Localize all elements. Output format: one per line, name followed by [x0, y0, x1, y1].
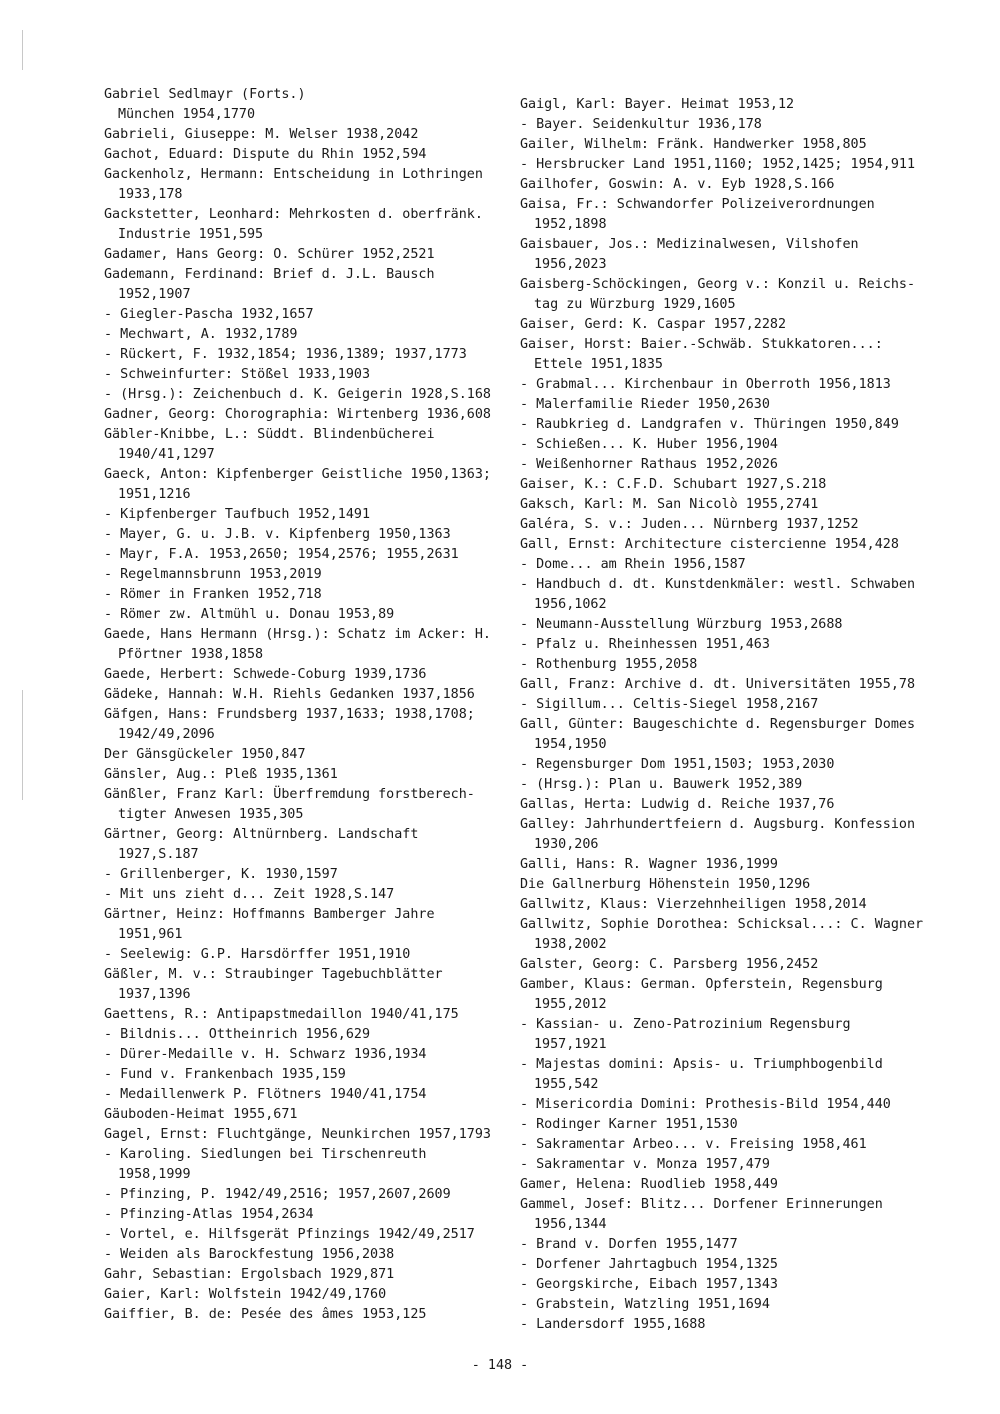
index-entry-line: - Dürer-Medaille v. H. Schwarz 1936,1934 — [104, 1047, 427, 1062]
index-entry-line: - Mayer, G. u. J.B. v. Kipfenberg 1950,1363 — [104, 527, 451, 542]
index-entry-line: Gaigl, Karl: Bayer. Heimat 1953,12 — [520, 97, 795, 112]
index-entry-line: Gärtner, Georg: Altnürnberg. Landschaft — [104, 827, 419, 842]
scan-mark-middle — [22, 690, 23, 800]
index-entry-line: - (Hrsg.): Zeichenbuch d. K. Geigerin 1928,S.168 — [104, 387, 491, 402]
index-entry-line: Gall, Günter: Baugeschichte d. Regensburger Domes — [520, 717, 916, 732]
index-entry-line: 1927,S.187 — [118, 847, 199, 862]
index-entry-line: Gagel, Ernst: Fluchtgänge, Neunkirchen 1957,1793 — [104, 1127, 491, 1142]
index-entry-line: - Pfinzing-Atlas 1954,2634 — [104, 1207, 314, 1222]
index-entry-line: 1952,1898 — [534, 217, 607, 232]
index-entry-line: Galéra, S. v.: Juden... Nürnberg 1937,1252 — [520, 517, 859, 532]
index-entry-line: - Römer zw. Altmühl u. Donau 1953,89 — [104, 607, 395, 622]
index-entry-line: - Kassian- u. Zeno-Patrozinium Regensburg — [520, 1017, 851, 1032]
index-entry-line: 1956,1062 — [534, 597, 607, 612]
index-entry-line: Gäßler, M. v.: Straubinger Tagebuchblätter — [104, 967, 443, 982]
index-entry-line: Galster, Georg: C. Parsberg 1956,2452 — [520, 957, 819, 972]
index-entry-line: Gallwitz, Klaus: Vierzehnheiligen 1958,2014 — [520, 897, 867, 912]
right-column — [520, 95, 924, 1335]
index-entry-line: - Schießen... K. Huber 1956,1904 — [520, 437, 778, 452]
index-entry-line: Gallas, Herta: Ludwig d. Reiche 1937,76 — [520, 797, 835, 812]
index-entry-line: Gailer, Wilhelm: Fränk. Handwerker 1958,805 — [520, 137, 867, 152]
index-entry-line: 1937,1396 — [118, 987, 191, 1002]
index-entry-line: Gailhofer, Goswin: A. v. Eyb 1928,S.166 — [520, 177, 835, 192]
index-entry-line: - Vortel, e. Hilfsgerät Pfinzings 1942/49,2517 — [104, 1227, 475, 1242]
index-entry-line: - Bildnis... Ottheinrich 1956,629 — [104, 1027, 371, 1042]
index-entry-line: Galley: Jahrhundertfeiern d. Augsburg. Konfession — [520, 817, 916, 832]
index-entry-line: Der Gänsgückeler 1950,847 — [104, 747, 306, 762]
index-entry-line: - Dorfener Jahrtagbuch 1954,1325 — [520, 1257, 778, 1272]
index-entry-line: Gammel, Josef: Blitz... Dorfener Erinnerungen — [520, 1197, 883, 1212]
index-entry-line: Gahr, Sebastian: Ergolsbach 1929,871 — [104, 1267, 395, 1282]
index-entry-line: - Rodinger Karner 1951,1530 — [520, 1117, 738, 1132]
index-entry-line: tigter Anwesen 1935,305 — [118, 807, 304, 822]
index-entry-line: - Mechwart, A. 1932,1789 — [104, 327, 298, 342]
index-entry-line: Gabriel Sedlmayr (Forts.) — [104, 87, 306, 102]
index-entry-line: tag zu Würzburg 1929,1605 — [534, 297, 736, 312]
index-entry-line: Gademann, Ferdinand: Brief d. J.L. Bausch — [104, 267, 435, 282]
index-entry-line: Gabrieli, Giuseppe: M. Welser 1938,2042 — [104, 127, 419, 142]
index-entry-line: - Weißenhorner Rathaus 1952,2026 — [520, 457, 778, 472]
index-entry-line: Ettele 1951,1835 — [534, 357, 663, 372]
index-entry-line: Gäuboden-Heimat 1955,671 — [104, 1107, 298, 1122]
index-entry-line: Gaiser, Gerd: K. Caspar 1957,2282 — [520, 317, 787, 332]
index-entry-line: - Schweinfurter: Stößel 1933,1903 — [104, 367, 371, 382]
index-entry-line: Gachot, Eduard: Dispute du Rhin 1952,594 — [104, 147, 427, 162]
index-entry-line: - Grillenberger, K. 1930,1597 — [104, 867, 338, 882]
index-entry-line: Gänßler, Franz Karl: Überfremdung forstberech- — [104, 787, 475, 802]
index-entry-line: Gaksch, Karl: M. San Nicolò 1955,2741 — [520, 497, 819, 512]
index-entry-line: Gaeck, Anton: Kipfenberger Geistliche 1950,1363; — [104, 467, 491, 482]
index-entry-line: - Sigillum... Celtis-Siegel 1958,2167 — [520, 697, 819, 712]
index-entry-line: Gaiser, Horst: Baier.-Schwäb. Stukkatoren...: — [520, 337, 883, 352]
index-entry-line: - Regensburger Dom 1951,1503; 1953,2030 — [520, 757, 835, 772]
index-entry-line: Gaisbauer, Jos.: Medizinalwesen, Vilshofen — [520, 237, 859, 252]
index-entry-line: - Pfalz u. Rheinhessen 1951,463 — [520, 637, 770, 652]
index-entry-line: Gackenholz, Hermann: Entscheidung in Lothringen — [104, 167, 483, 182]
index-entry-line: 1955,542 — [534, 1077, 599, 1092]
index-entry-line: - Brand v. Dorfen 1955,1477 — [520, 1237, 738, 1252]
index-entry-line: Gärtner, Heinz: Hoffmanns Bamberger Jahre — [104, 907, 435, 922]
index-entry-line: - Medaillenwerk P. Flötners 1940/41,1754 — [104, 1087, 427, 1102]
index-entry-line: - Pfinzing, P. 1942/49,2516; 1957,2607,2609 — [104, 1187, 451, 1202]
index-entry-line: München 1954,1770 — [118, 107, 256, 122]
index-entry-line: - Fund v. Frankenbach 1935,159 — [104, 1067, 346, 1082]
index-entry-line: 1952,1907 — [118, 287, 191, 302]
index-entry-line: 1956,1344 — [534, 1217, 607, 1232]
index-entry-line: 1958,1999 — [118, 1167, 191, 1182]
index-entry-line: - Landersdorf 1955,1688 — [520, 1317, 706, 1332]
index-entry-line: 1957,1921 — [534, 1037, 607, 1052]
index-entry-line: Gackstetter, Leonhard: Mehrkosten d. oberfränk. — [104, 207, 483, 222]
index-entry-line: - Sakramentar Arbeo... v. Freising 1958,461 — [520, 1137, 867, 1152]
index-entry-line: Industrie 1951,595 — [118, 227, 264, 242]
index-entry-line: - Seelewig: G.P. Harsdörffer 1951,1910 — [104, 947, 411, 962]
index-entry-line: - Raubkrieg d. Landgrafen v. Thüringen 1950,849 — [520, 417, 899, 432]
index-entry-line: 1951,1216 — [118, 487, 191, 502]
index-entry-line: - Rothenburg 1955,2058 — [520, 657, 698, 672]
index-entry-line: - Regelmannsbrunn 1953,2019 — [104, 567, 322, 582]
index-entry-line: - Karoling. Siedlungen bei Tirschenreuth — [104, 1147, 427, 1162]
index-entry-line: - Malerfamilie Rieder 1950,2630 — [520, 397, 770, 412]
index-entry-line: 1956,2023 — [534, 257, 607, 272]
index-entry-line: - (Hrsg.): Plan u. Bauwerk 1952,389 — [520, 777, 803, 792]
index-entry-line: - Grabmal... Kirchenbaur in Oberroth 1956,1813 — [520, 377, 891, 392]
index-entry-line: Gäfgen, Hans: Frundsberg 1937,1633; 1938,1708; — [104, 707, 475, 722]
index-entry-line: Gall, Ernst: Architecture cistercienne 1954,428 — [520, 537, 899, 552]
index-entry-line: Gaede, Herbert: Schwede-Coburg 1939,1736 — [104, 667, 427, 682]
index-entry-line: Gaettens, R.: Antipapstmedaillon 1940/41,175 — [104, 1007, 459, 1022]
index-entry-line: 1938,2002 — [534, 937, 607, 952]
index-entry-line: 1940/41,1297 — [118, 447, 215, 462]
index-entry-line: - Neumann-Ausstellung Würzburg 1953,2688 — [520, 617, 843, 632]
index-entry-line: Gallwitz, Sophie Dorothea: Schicksal...: C. Wagner — [520, 917, 924, 932]
index-entry-line: Gänsler, Aug.: Pleß 1935,1361 — [104, 767, 338, 782]
index-entry-line: Gäbler-Knibbe, L.: Süddt. Blindenbücherei — [104, 427, 435, 442]
index-entry-line: Gall, Franz: Archive d. dt. Universitäten 1955,78 — [520, 677, 916, 692]
index-entry-line: - Handbuch d. dt. Kunstdenkmäler: westl. Schwaben — [520, 577, 916, 592]
index-entry-line: - Mit uns zieht d... Zeit 1928,S.147 — [104, 887, 395, 902]
index-entry-line: Gaiffier, B. de: Pesée des âmes 1953,125 — [104, 1307, 427, 1322]
index-entry-line: 1933,178 — [118, 187, 183, 202]
index-entry-line: - Hersbrucker Land 1951,1160; 1952,1425; 1954,911 — [520, 157, 916, 172]
index-entry-line: Die Gallnerburg Höhenstein 1950,1296 — [520, 877, 811, 892]
index-entry-line: - Majestas domini: Apsis- u. Triumphbogenbild — [520, 1057, 883, 1072]
index-entry-line: 1955,2012 — [534, 997, 607, 1012]
index-entry-line: 1951,961 — [118, 927, 183, 942]
page-number: - 148 - — [471, 1358, 529, 1373]
index-entry-line: Galli, Hans: R. Wagner 1936,1999 — [520, 857, 778, 872]
index-entry-line: 1954,1950 — [534, 737, 607, 752]
index-entry-line: - Georgskirche, Eibach 1957,1343 — [520, 1277, 778, 1292]
index-entry-line: Gadamer, Hans Georg: O. Schürer 1952,2521 — [104, 247, 435, 262]
index-entry-line: Gaisberg-Schöckingen, Georg v.: Konzil u. Reichs- — [520, 277, 916, 292]
index-entry-line: 1930,206 — [534, 837, 599, 852]
left-column — [104, 85, 504, 1325]
index-entry-line: Gaede, Hans Hermann (Hrsg.): Schatz im Acker: H. — [104, 627, 491, 642]
index-entry-line: - Mayr, F.A. 1953,2650; 1954,2576; 1955,2631 — [104, 547, 459, 562]
index-entry-line: - Giegler-Pascha 1932,1657 — [104, 307, 314, 322]
index-entry-line: Gadner, Georg: Chorographia: Wirtenberg 1936,608 — [104, 407, 491, 422]
index-entry-line: - Grabstein, Watzling 1951,1694 — [520, 1297, 770, 1312]
index-entry-line: - Bayer. Seidenkultur 1936,178 — [520, 117, 762, 132]
index-entry-line: Gaiser, K.: C.F.D. Schubart 1927,S.218 — [520, 477, 827, 492]
index-entry-line: Gaisa, Fr.: Schwandorfer Polizeiverordnungen — [520, 197, 875, 212]
index-entry-line: - Sakramentar v. Monza 1957,479 — [520, 1157, 770, 1172]
index-entry-line: Gaier, Karl: Wolfstein 1942/49,1760 — [104, 1287, 387, 1302]
index-entry-line: Gamber, Klaus: German. Opferstein, Regensburg — [520, 977, 883, 992]
index-entry-line: - Dome... am Rhein 1956,1587 — [520, 557, 746, 572]
index-entry-line: Gädeke, Hannah: W.H. Riehls Gedanken 1937,1856 — [104, 687, 475, 702]
index-entry-line: - Misericordia Domini: Prothesis-Bild 1954,440 — [520, 1097, 891, 1112]
index-entry-line: Pförtner 1938,1858 — [118, 647, 264, 662]
index-entry-line: Gamer, Helena: Ruodlieb 1958,449 — [520, 1177, 778, 1192]
index-entry-line: - Rückert, F. 1932,1854; 1936,1389; 1937,1773 — [104, 347, 467, 362]
index-entry-line: - Römer in Franken 1952,718 — [104, 587, 322, 602]
index-entry-line: 1942/49,2096 — [118, 727, 215, 742]
scan-mark-top — [22, 30, 23, 70]
index-entry-line: - Kipfenberger Taufbuch 1952,1491 — [104, 507, 371, 522]
index-entry-line: - Weiden als Barockfestung 1956,2038 — [104, 1247, 395, 1262]
